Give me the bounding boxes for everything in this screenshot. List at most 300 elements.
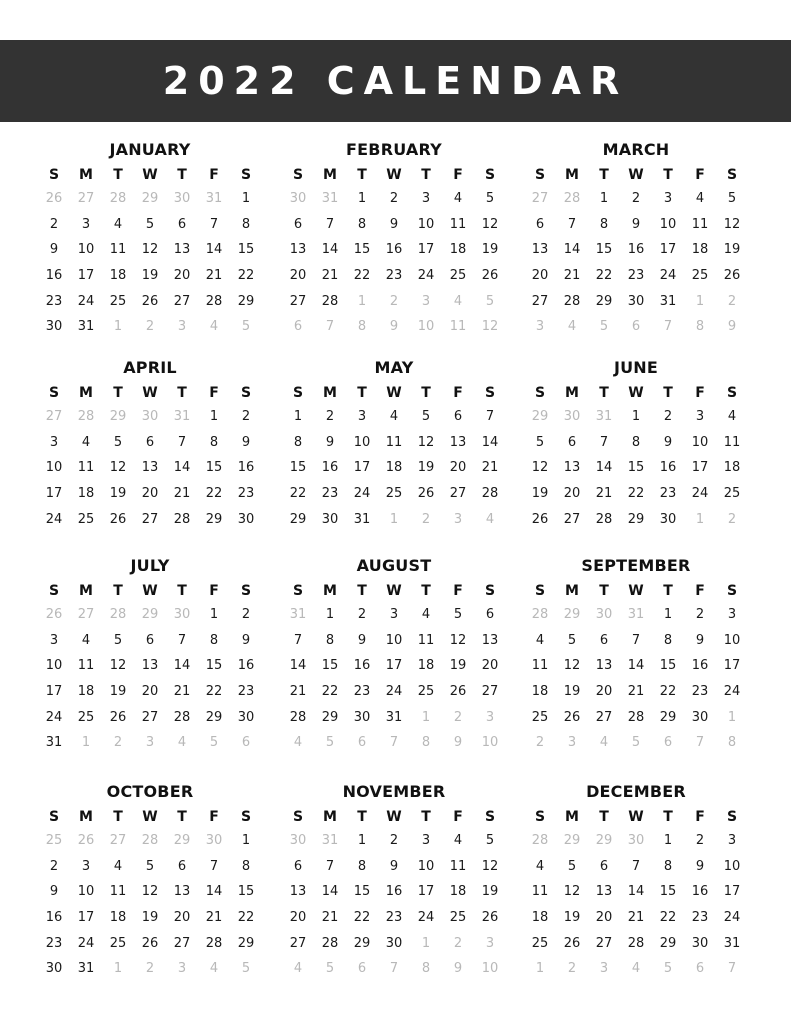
day-cell: 15: [237, 242, 255, 258]
day-cell: 14: [321, 242, 339, 258]
day-cell: 28: [173, 709, 191, 725]
day-cell: 9: [325, 434, 335, 450]
weekday-label: T: [177, 385, 187, 401]
adjacent-month-day: 31: [205, 191, 223, 207]
day-cell: 3: [357, 409, 367, 425]
day-cell: 2: [695, 833, 705, 849]
day-cell: 8: [293, 434, 303, 450]
weekday-label: S: [484, 385, 496, 401]
day-cell: 29: [595, 293, 613, 309]
day-cell: 26: [563, 709, 581, 725]
adjacent-month-day: 6: [663, 735, 673, 751]
day-cell: 27: [173, 935, 191, 951]
day-cell: 4: [453, 191, 463, 207]
day-cell: 30: [385, 935, 403, 951]
adjacent-month-day: 4: [177, 735, 187, 751]
day-cell: 27: [563, 511, 581, 527]
day-cell: 20: [595, 910, 613, 926]
day-cell: 14: [595, 460, 613, 476]
day-cell: 13: [595, 884, 613, 900]
weekday-label: T: [357, 809, 367, 825]
adjacent-month-day: 10: [481, 961, 499, 977]
adjacent-month-day: 28: [531, 607, 549, 623]
day-cell: 19: [723, 242, 741, 258]
day-cell: 10: [77, 884, 95, 900]
weekday-label: T: [599, 167, 609, 183]
day-cell: 11: [109, 884, 127, 900]
weekday-label: T: [177, 583, 187, 599]
day-cell: 11: [691, 216, 709, 232]
day-cell: 12: [481, 858, 499, 874]
week-row: [524, 905, 748, 931]
week-row: [38, 704, 262, 730]
day-cell: 31: [353, 511, 371, 527]
day-cell: 25: [531, 709, 549, 725]
day-cell: 12: [449, 632, 467, 648]
day-cell: 30: [321, 511, 339, 527]
day-cell: 7: [209, 216, 219, 232]
day-cell: 13: [595, 658, 613, 674]
day-cell: 17: [417, 242, 435, 258]
adjacent-month-day: 8: [357, 319, 367, 335]
day-cell: 18: [449, 884, 467, 900]
adjacent-month-day: 1: [421, 709, 431, 725]
adjacent-month-day: 5: [241, 961, 251, 977]
day-cell: 29: [237, 935, 255, 951]
weekday-label: M: [323, 809, 337, 825]
day-cell: 24: [385, 684, 403, 700]
day-cell: 13: [289, 884, 307, 900]
day-cell: 9: [631, 216, 641, 232]
day-cell: 27: [289, 293, 307, 309]
weekday-label: S: [534, 167, 546, 183]
day-cell: 18: [691, 242, 709, 258]
week-row: [38, 186, 262, 212]
day-cell: 30: [237, 511, 255, 527]
week-row: [282, 404, 506, 430]
month-title: MARCH: [602, 140, 670, 159]
weekday-header: [38, 164, 262, 186]
adjacent-month-day: 27: [109, 833, 127, 849]
weekday-label: T: [357, 583, 367, 599]
day-cell: 9: [389, 858, 399, 874]
day-cell: 6: [293, 858, 303, 874]
week-row: [38, 288, 262, 314]
weekday-label: S: [484, 809, 496, 825]
day-cell: 7: [567, 216, 577, 232]
day-cell: 3: [727, 833, 737, 849]
week-row: [524, 186, 748, 212]
day-cell: 9: [49, 242, 59, 258]
day-cell: 24: [417, 268, 435, 284]
calendar-title-banner: [0, 40, 791, 122]
day-cell: 29: [659, 935, 677, 951]
adjacent-month-day: 30: [173, 191, 191, 207]
day-cell: 22: [353, 268, 371, 284]
day-cell: 24: [723, 910, 741, 926]
month-title: FEBRUARY: [346, 140, 442, 159]
weekday-label: S: [726, 583, 738, 599]
day-cell: 25: [109, 293, 127, 309]
weekday-label: S: [48, 385, 60, 401]
weekday-header: [282, 580, 506, 602]
day-cell: 23: [353, 684, 371, 700]
week-row: [524, 481, 748, 507]
weekday-label: T: [663, 385, 673, 401]
day-cell: 22: [627, 486, 645, 502]
adjacent-month-day: 27: [77, 191, 95, 207]
day-cell: 12: [723, 216, 741, 232]
week-row: [38, 930, 262, 956]
adjacent-month-day: 29: [173, 833, 191, 849]
adjacent-month-day: 29: [141, 191, 159, 207]
month-july: [38, 556, 262, 756]
day-cell: 19: [449, 658, 467, 674]
day-cell: 8: [325, 632, 335, 648]
day-cell: 23: [627, 268, 645, 284]
weekday-label: W: [142, 385, 158, 401]
adjacent-month-day: 6: [293, 319, 303, 335]
adjacent-month-day: 30: [141, 409, 159, 425]
day-cell: 19: [531, 486, 549, 502]
adjacent-month-day: 7: [389, 735, 399, 751]
day-cell: 10: [691, 434, 709, 450]
day-cell: 31: [385, 709, 403, 725]
week-row: [524, 404, 748, 430]
day-cell: 20: [481, 658, 499, 674]
day-cell: 14: [173, 658, 191, 674]
week-row: [282, 314, 506, 340]
weekday-label: F: [695, 809, 705, 825]
day-cell: 18: [77, 684, 95, 700]
day-cell: 1: [357, 191, 367, 207]
day-cell: 4: [453, 833, 463, 849]
day-cell: 19: [481, 242, 499, 258]
weekday-label: W: [386, 583, 402, 599]
day-cell: 14: [627, 658, 645, 674]
day-cell: 23: [237, 486, 255, 502]
day-cell: 19: [141, 268, 159, 284]
adjacent-month-day: 28: [141, 833, 159, 849]
weekday-label: S: [726, 167, 738, 183]
day-cell: 5: [485, 833, 495, 849]
day-cell: 17: [691, 460, 709, 476]
day-cell: 11: [77, 658, 95, 674]
day-cell: 30: [627, 293, 645, 309]
day-cell: 6: [293, 216, 303, 232]
month-september: [524, 556, 748, 756]
day-cell: 3: [663, 191, 673, 207]
day-cell: 26: [109, 511, 127, 527]
week-row: [282, 455, 506, 481]
day-cell: 20: [531, 268, 549, 284]
month-january: [38, 140, 262, 340]
weekday-label: S: [292, 167, 304, 183]
weekday-label: W: [142, 809, 158, 825]
week-row: [38, 212, 262, 238]
adjacent-month-day: 3: [599, 961, 609, 977]
day-cell: 14: [481, 434, 499, 450]
day-cell: 7: [631, 858, 641, 874]
day-cell: 20: [141, 486, 159, 502]
day-cell: 6: [485, 607, 495, 623]
adjacent-month-day: 8: [695, 319, 705, 335]
day-cell: 11: [417, 632, 435, 648]
week-row: [38, 481, 262, 507]
day-cell: 13: [141, 658, 159, 674]
day-cell: 21: [205, 910, 223, 926]
day-cell: 17: [77, 268, 95, 284]
week-row: [282, 506, 506, 532]
weekday-label: W: [386, 809, 402, 825]
day-cell: 24: [45, 709, 63, 725]
week-row: [282, 602, 506, 628]
day-cell: 4: [535, 858, 545, 874]
adjacent-month-day: 1: [357, 293, 367, 309]
day-cell: 15: [595, 242, 613, 258]
day-cell: 9: [241, 434, 251, 450]
day-cell: 16: [385, 242, 403, 258]
adjacent-month-day: 2: [389, 293, 399, 309]
adjacent-month-day: 10: [417, 319, 435, 335]
day-cell: 9: [357, 632, 367, 648]
day-cell: 11: [77, 460, 95, 476]
weekday-label: M: [323, 385, 337, 401]
day-cell: 21: [627, 684, 645, 700]
day-cell: 23: [385, 910, 403, 926]
day-cell: 23: [321, 486, 339, 502]
day-cell: 10: [723, 632, 741, 648]
adjacent-month-day: 2: [145, 319, 155, 335]
month-october: [38, 782, 262, 982]
day-cell: 26: [141, 935, 159, 951]
day-cell: 16: [691, 884, 709, 900]
day-cell: 4: [389, 409, 399, 425]
adjacent-month-day: 5: [663, 961, 673, 977]
adjacent-month-day: 31: [595, 409, 613, 425]
day-cell: 16: [691, 658, 709, 674]
week-row: [38, 828, 262, 854]
day-cell: 5: [145, 858, 155, 874]
day-cell: 26: [417, 486, 435, 502]
adjacent-month-day: 28: [109, 191, 127, 207]
week-row: [524, 653, 748, 679]
day-cell: 22: [353, 910, 371, 926]
adjacent-month-day: 28: [531, 833, 549, 849]
weekday-label: F: [453, 583, 463, 599]
day-cell: 2: [357, 607, 367, 623]
adjacent-month-day: 1: [113, 319, 123, 335]
day-cell: 4: [113, 216, 123, 232]
weekday-label: W: [386, 385, 402, 401]
adjacent-month-day: 2: [421, 511, 431, 527]
adjacent-month-day: 31: [289, 607, 307, 623]
adjacent-month-day: 5: [209, 735, 219, 751]
weekday-label: S: [48, 167, 60, 183]
day-cell: 8: [599, 216, 609, 232]
adjacent-month-day: 31: [321, 191, 339, 207]
day-cell: 4: [113, 858, 123, 874]
adjacent-month-day: 30: [563, 409, 581, 425]
weekday-label: T: [357, 167, 367, 183]
day-cell: 16: [321, 460, 339, 476]
day-cell: 25: [449, 910, 467, 926]
adjacent-month-day: 1: [81, 735, 91, 751]
adjacent-month-day: 30: [289, 191, 307, 207]
day-cell: 5: [421, 409, 431, 425]
day-cell: 25: [77, 511, 95, 527]
weekday-header: [282, 806, 506, 828]
day-cell: 31: [723, 935, 741, 951]
day-cell: 26: [531, 511, 549, 527]
day-cell: 2: [241, 607, 251, 623]
day-cell: 5: [113, 434, 123, 450]
weekday-label: M: [565, 583, 579, 599]
day-cell: 13: [173, 884, 191, 900]
day-cell: 12: [531, 460, 549, 476]
weekday-label: T: [421, 583, 431, 599]
day-cell: 26: [141, 293, 159, 309]
day-cell: 7: [177, 632, 187, 648]
weekday-label: M: [79, 809, 93, 825]
week-row: [524, 455, 748, 481]
day-cell: 3: [49, 632, 59, 648]
day-cell: 8: [357, 858, 367, 874]
weekday-label: M: [323, 167, 337, 183]
day-cell: 27: [531, 293, 549, 309]
adjacent-month-day: 9: [453, 961, 463, 977]
adjacent-month-day: 30: [173, 607, 191, 623]
week-row: [282, 653, 506, 679]
day-cell: 11: [449, 858, 467, 874]
day-cell: 14: [205, 884, 223, 900]
week-row: [38, 455, 262, 481]
adjacent-month-day: 25: [45, 833, 63, 849]
day-cell: 29: [659, 709, 677, 725]
day-cell: 4: [535, 632, 545, 648]
day-cell: 1: [209, 607, 219, 623]
day-cell: 7: [485, 409, 495, 425]
day-cell: 29: [205, 511, 223, 527]
day-cell: 12: [109, 460, 127, 476]
day-cell: 16: [385, 884, 403, 900]
weekday-label: S: [48, 583, 60, 599]
week-row: [524, 828, 748, 854]
day-cell: 8: [357, 216, 367, 232]
adjacent-month-day: 9: [453, 735, 463, 751]
adjacent-month-day: 26: [45, 607, 63, 623]
weekday-label: F: [695, 583, 705, 599]
week-row: [38, 679, 262, 705]
week-row: [38, 430, 262, 456]
day-cell: 26: [109, 709, 127, 725]
day-cell: 15: [205, 460, 223, 476]
adjacent-month-day: 2: [453, 709, 463, 725]
day-cell: 22: [321, 684, 339, 700]
week-row: [524, 430, 748, 456]
weekday-label: W: [142, 583, 158, 599]
day-cell: 28: [563, 293, 581, 309]
day-cell: 18: [531, 910, 549, 926]
week-row: [38, 905, 262, 931]
week-row: [524, 956, 748, 982]
adjacent-month-day: 29: [109, 409, 127, 425]
weekday-label: M: [79, 167, 93, 183]
weekday-label: T: [113, 385, 123, 401]
adjacent-month-day: 26: [45, 191, 63, 207]
week-row: [38, 653, 262, 679]
day-cell: 9: [663, 434, 673, 450]
day-cell: 21: [289, 684, 307, 700]
week-row: [38, 314, 262, 340]
week-row: [282, 905, 506, 931]
weekday-label: T: [599, 809, 609, 825]
adjacent-month-day: 4: [567, 319, 577, 335]
week-row: [524, 879, 748, 905]
adjacent-month-day: 6: [695, 961, 705, 977]
day-cell: 6: [599, 858, 609, 874]
adjacent-month-day: 10: [481, 735, 499, 751]
month-title: MAY: [374, 358, 414, 377]
day-cell: 11: [385, 434, 403, 450]
day-cell: 20: [289, 910, 307, 926]
day-cell: 11: [449, 216, 467, 232]
week-row: [524, 602, 748, 628]
adjacent-month-day: 5: [485, 293, 495, 309]
adjacent-month-day: 30: [289, 833, 307, 849]
day-cell: 20: [563, 486, 581, 502]
week-row: [524, 854, 748, 880]
day-cell: 11: [531, 658, 549, 674]
day-cell: 25: [385, 486, 403, 502]
day-cell: 28: [205, 935, 223, 951]
day-cell: 21: [595, 486, 613, 502]
day-cell: 25: [531, 935, 549, 951]
adjacent-month-day: 3: [485, 935, 495, 951]
day-cell: 1: [357, 833, 367, 849]
week-row: [282, 879, 506, 905]
adjacent-month-day: 30: [627, 833, 645, 849]
weekday-label: S: [240, 583, 252, 599]
adjacent-month-day: 9: [389, 319, 399, 335]
day-cell: 28: [205, 293, 223, 309]
adjacent-month-day: 4: [293, 735, 303, 751]
day-cell: 19: [109, 486, 127, 502]
adjacent-month-day: 29: [531, 409, 549, 425]
day-cell: 24: [45, 511, 63, 527]
day-cell: 1: [209, 409, 219, 425]
week-row: [282, 288, 506, 314]
day-cell: 5: [113, 632, 123, 648]
month-title: OCTOBER: [106, 782, 194, 801]
adjacent-month-day: 4: [453, 293, 463, 309]
day-cell: 5: [485, 191, 495, 207]
day-cell: 30: [353, 709, 371, 725]
day-cell: 27: [595, 935, 613, 951]
weekday-label: F: [695, 385, 705, 401]
adjacent-month-day: 4: [209, 319, 219, 335]
adjacent-month-day: 30: [205, 833, 223, 849]
day-cell: 18: [109, 910, 127, 926]
week-row: [282, 481, 506, 507]
adjacent-month-day: 3: [421, 293, 431, 309]
day-cell: 15: [237, 884, 255, 900]
day-cell: 18: [531, 684, 549, 700]
day-cell: 26: [563, 935, 581, 951]
day-cell: 24: [659, 268, 677, 284]
adjacent-month-day: 5: [241, 319, 251, 335]
day-cell: 18: [417, 658, 435, 674]
